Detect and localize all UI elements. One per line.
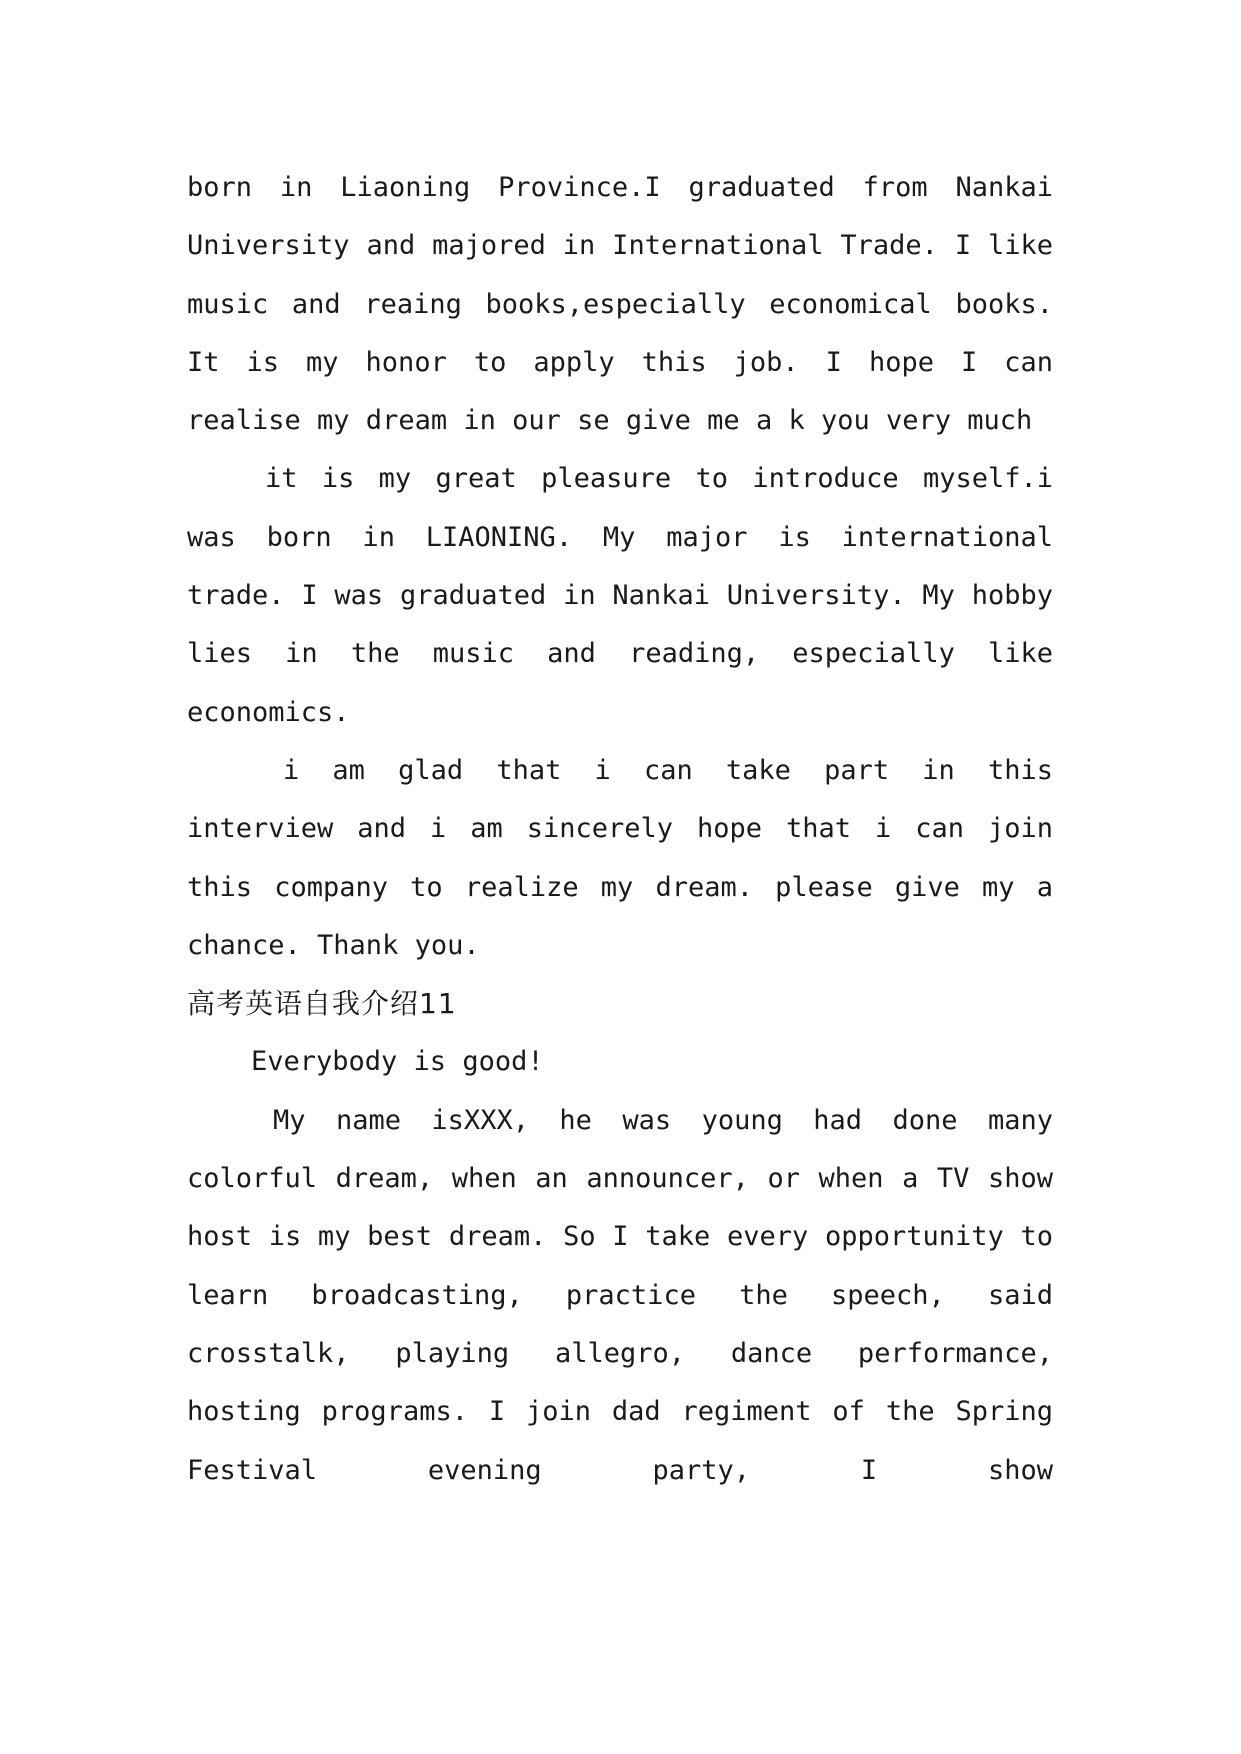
greeting-line: Everybody is good! [251, 1046, 544, 1078]
paragraph-intro-2: it is my great pleasure to introduce myself.i was born in LIAONING. My major is international trade. I was graduated in Nankai University. My hobby lies in the music and reading, especially like economics. [187, 463, 1053, 728]
section-heading: 高考英语自我介绍11 [187, 987, 457, 1021]
paragraph-dream: My name isXXX, he was young had done many colorful dream, when an announcer, or when a TV show host is my best dream. So I take every opportunity to learn broadcasting, practice the speech, said crosstalk, playing allegro, dance performance, hosting programs. I join dad regiment of the Spring Festival evening party, I show [187, 1104, 1053, 1486]
paragraph-intro-3: i am glad that i can take part in this interview and i am sincerely hope that i can join this company to realize my dream. please give my a chance. Thank you. [187, 754, 1053, 961]
document-body [187, 159, 1053, 1500]
paragraph-intro-1: born in Liaoning Province.I graduated from Nankai University and majored in International Trade. I like music and reaing books,especially economical books. It is my honor to apply this job. I hope I can realise my dream in our se give me a k you very much [187, 172, 1053, 437]
